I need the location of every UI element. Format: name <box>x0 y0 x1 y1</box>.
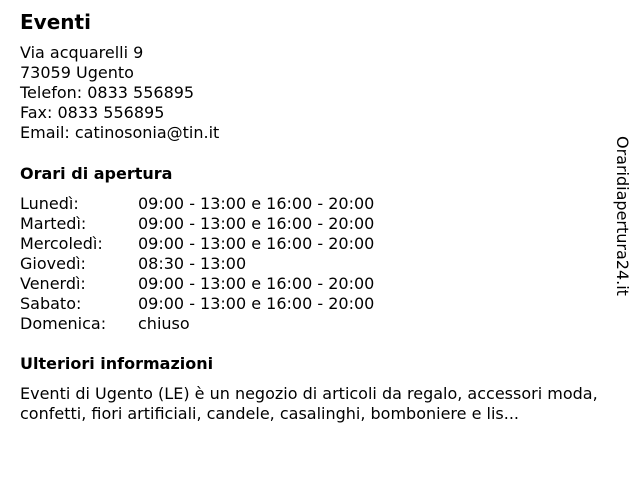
hours-time: chiuso <box>138 314 190 333</box>
info-text: Eventi di Ugento (LE) è un negozio di articoli da regalo, accessori moda, confetti, fiori artificiali, candele, casalinghi, bomboniere e lis... <box>20 384 598 423</box>
hours-time: 09:00 - 13:00 e 16:00 - 20:00 <box>138 234 375 253</box>
address-block <box>20 43 219 143</box>
street-address: Via acquarelli 9 <box>20 43 144 62</box>
hours-time: 09:00 - 13:00 e 16:00 - 20:00 <box>138 214 375 233</box>
hours-day: Domenica: <box>20 314 107 333</box>
hours-day: Lunedì: <box>20 194 79 213</box>
info-heading: Ulteriori informazioni <box>20 354 214 373</box>
hours-time: 09:00 - 13:00 e 16:00 - 20:00 <box>138 194 375 213</box>
hours-heading: Orari di apertura <box>20 164 173 183</box>
phone-number: Telefon: 0833 556895 <box>20 83 195 102</box>
fax-number: Fax: 0833 556895 <box>20 103 165 122</box>
hours-day: Giovedì: <box>20 254 86 273</box>
hours-time: 08:30 - 13:00 <box>138 254 247 273</box>
hours-time: 09:00 - 13:00 e 16:00 - 20:00 <box>138 274 375 293</box>
page-title: Eventi <box>20 10 91 34</box>
hours-day: Venerdì: <box>20 274 86 293</box>
hours-day: Sabato: <box>20 294 82 313</box>
hours-day: Martedì: <box>20 214 87 233</box>
email-address: Email: catinosonia@tin.it <box>20 123 220 142</box>
hours-time: 09:00 - 13:00 e 16:00 - 20:00 <box>138 294 375 313</box>
city-address: 73059 Ugento <box>20 63 134 82</box>
side-brand-text: Oraridiapertura24.it <box>613 136 632 296</box>
hours-day: Mercoledì: <box>20 234 103 253</box>
